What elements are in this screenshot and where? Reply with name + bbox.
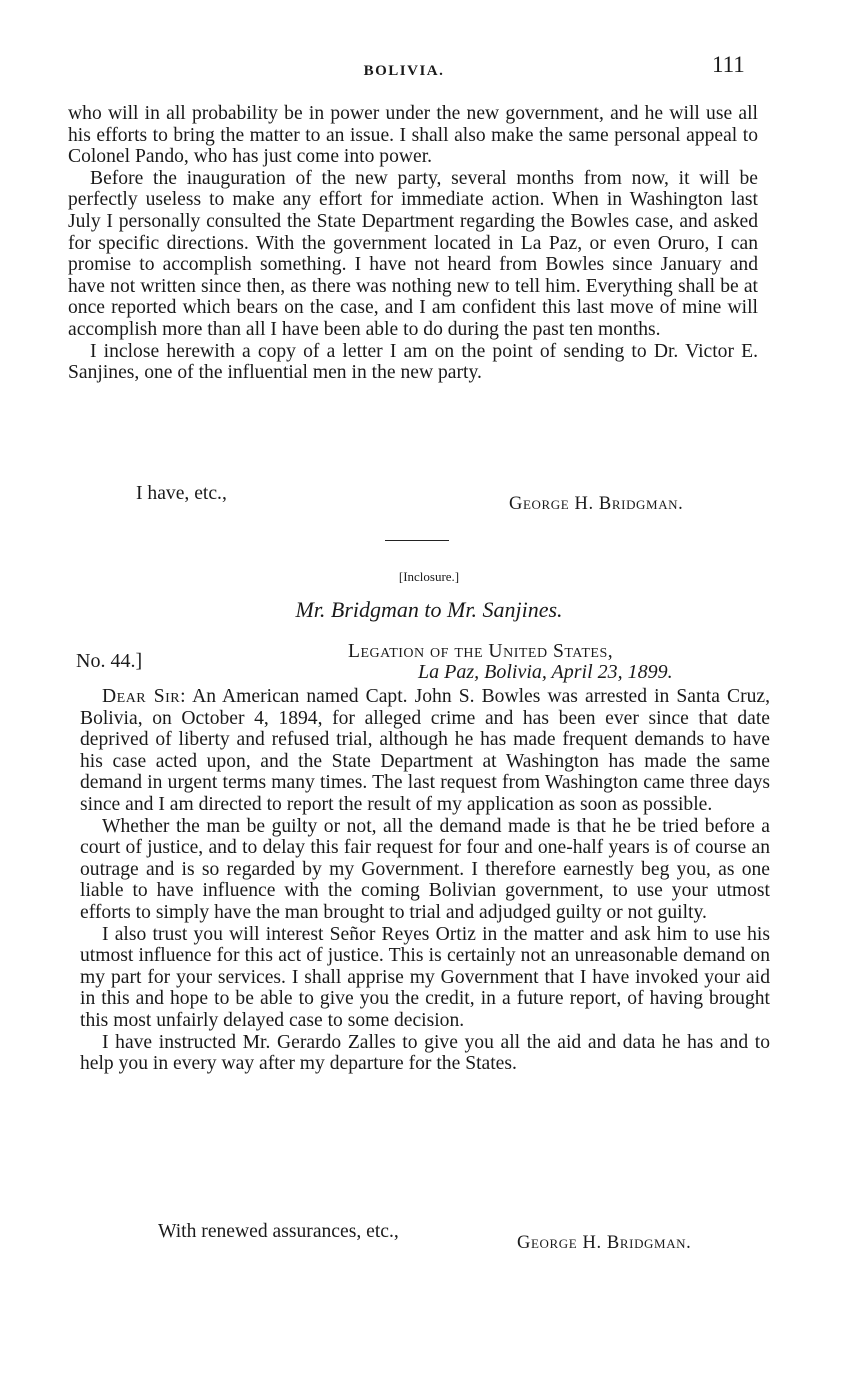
- inclosure-heading: Mr. Bridgman to Mr. Sanjines.: [295, 597, 563, 622]
- running-header: BOLIVIA.: [363, 63, 445, 79]
- paragraph: I also trust you will interest Señor Reyes Ortiz in the matter and ask him to use his utmost influence for this act of justice. This is certainly not an unreasonable demand on my part for your services. I shall apprise my Government that I have invoked your aid in this and hope to be able to give you the credit, in a future report, of having brought this most unfairly delayed case to some decision.: [80, 923, 770, 1031]
- paragraph: [80, 686, 770, 816]
- closing-line: I have, etc.,: [136, 483, 227, 504]
- paragraph: Whether the man be guilty or not, all the demand made is that he be tried before a court of justice, and to delay this fair request for four and one-half years is of course an outrage and is so regarded by my Government. I therefore earnestly beg you, as one liable to have influence with the coming Bolivian government, to use your utmost efforts to simply have the man brought to trial and adjudged guilty or not guilty.: [80, 815, 770, 923]
- section-divider: [385, 540, 449, 541]
- salutation: Dear Sir:: [102, 686, 187, 707]
- inclosure-body: [80, 686, 770, 1075]
- paragraph: I inclose herewith a copy of a letter I am on the point of sending to Dr. Victor E. Sanjines, one of the influential men in the new party.: [68, 340, 758, 384]
- paragraph: who will in all probability be in power under the new government, and he will use all his efforts to bring the matter to an issue. I shall also make the same personal appeal to Colonel Pando, who has just come into power.: [68, 103, 758, 168]
- letter-body-top: [68, 103, 758, 384]
- signature: George H. Bridgman.: [509, 494, 684, 514]
- legation-heading: Legation of the United States,: [348, 641, 614, 662]
- paragraph-text: An American named Capt. John S. Bowles was arrested in Santa Cruz, Bolivia, on October 4, 1894, for alleged crime and has been ever since that date deprived of liberty and refused trial, although he has made frequent demands to have his case acted upon, and the State Department at Washington has made the same demand in urgent terms many times. The last request from Washington came three days since and I am directed to report the result of my application as soon as possible.: [80, 686, 770, 815]
- place-and-date: La Paz, Bolivia, April 23, 1899.: [418, 661, 673, 683]
- inclosure-label: [Inclosure.]: [398, 569, 460, 584]
- paragraph: I have instructed Mr. Gerardo Zalles to give you all the aid and data he has and to help you in every way after my departure for the States.: [80, 1031, 770, 1075]
- signature: George H. Bridgman.: [517, 1233, 692, 1253]
- paragraph: Before the inauguration of the new party, several months from now, it will be perfectly useless to make any effort for immediate action. When in Washington last July I personally consulted the State Department regarding the Bowles case, and asked for specific directions. With the government located in La Paz, or even Oruro, I can promise to accomplish something. I have not heard from Bowles since January and have not written since then, as there was nothing new to tell him. Everything shall be at once reported which bears on the case, and I am confident this last move of mine will accomplish more than all I have been able to do during the past ten months.: [68, 167, 758, 340]
- closing-line: With renewed assurances, etc.,: [158, 1221, 399, 1242]
- letter-number: No. 44.]: [76, 650, 143, 672]
- page-number: 111: [712, 52, 745, 77]
